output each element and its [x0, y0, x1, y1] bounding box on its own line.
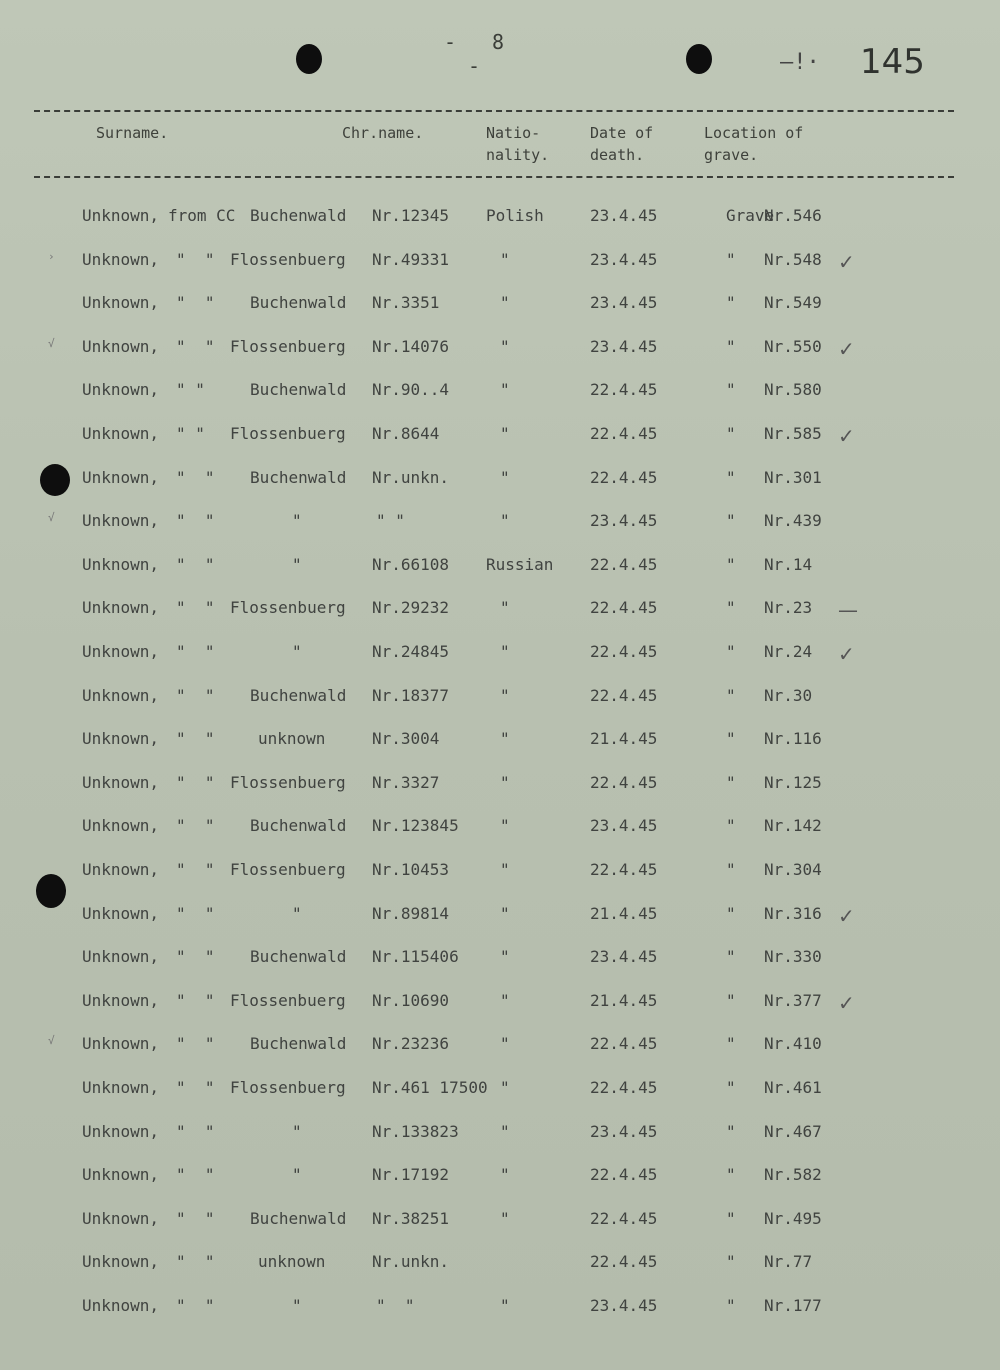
camp-cell: Flossenbuerg: [230, 1078, 346, 1097]
ditto-marks: " ": [176, 686, 215, 705]
nationality-cell: ": [500, 860, 510, 879]
camp-cell: ": [292, 1165, 302, 1184]
nationality-cell: ": [500, 1034, 510, 1053]
nationality-cell: ": [500, 904, 510, 923]
col-header-date-of-death: Date of death.: [590, 124, 654, 164]
grave-number-cell: Nr.549: [764, 293, 822, 312]
nationality-cell: ": [500, 598, 510, 617]
grave-ditto-cell: ": [726, 1296, 736, 1315]
surname-cell: Unknown,: [82, 904, 160, 923]
prisoner-number-cell: Nr.461 17500: [372, 1078, 488, 1097]
grave-ditto-cell: ": [726, 337, 736, 356]
date-of-death-cell: 22.4.45: [590, 1078, 658, 1097]
nationality-cell: ": [500, 1296, 510, 1315]
grave-ditto-cell: ": [726, 686, 736, 705]
prisoner-number-cell: Nr.unkn.: [372, 468, 450, 487]
stamp-number: 145: [860, 42, 925, 82]
camp-cell: Buchenwald: [250, 380, 347, 399]
camp-cell: Flossenbuerg: [230, 250, 346, 269]
punch-hole: [686, 44, 712, 74]
surname-cell: Unknown,: [82, 991, 160, 1010]
prisoner-number-cell: Nr.unkn.: [372, 1252, 450, 1271]
record-row: [0, 947, 1000, 977]
check-mark: —: [838, 598, 858, 622]
row-margin-tick: √: [48, 337, 55, 350]
prisoner-number-cell: Nr.89814: [372, 904, 450, 923]
grave-ditto-cell: ": [726, 773, 736, 792]
date-of-death-cell: 23.4.45: [590, 816, 658, 835]
stamp-mark: —!·: [780, 50, 820, 75]
grave-ditto-cell: ": [726, 598, 736, 617]
date-of-death-cell: 22.4.45: [590, 860, 658, 879]
prisoner-number-cell: Nr.12345: [372, 206, 450, 225]
surname-cell: Unknown,: [82, 293, 160, 312]
surname-cell: Unknown,: [82, 947, 160, 966]
surname-cell: Unknown,: [82, 424, 160, 443]
record-row: [0, 642, 1000, 672]
camp-cell: ": [292, 1296, 302, 1315]
surname-cell: Unknown,: [82, 773, 160, 792]
nationality-cell: ": [500, 773, 510, 792]
camp-cell: Buchenwald: [250, 816, 347, 835]
camp-cell: Flossenbuerg: [230, 860, 346, 879]
ditto-marks: " ": [176, 511, 215, 530]
check-mark: ✓: [838, 424, 855, 448]
grave-number-cell: Nr.585: [764, 424, 822, 443]
camp-cell: Flossenbuerg: [230, 424, 346, 443]
prisoner-number-cell: Nr.123845: [372, 816, 459, 835]
grave-number-cell: Nr.546: [764, 206, 822, 225]
record-row: [0, 1209, 1000, 1239]
record-row: [0, 773, 1000, 803]
date-of-death-cell: 23.4.45: [590, 206, 658, 225]
grave-ditto-cell: ": [726, 468, 736, 487]
date-of-death-cell: 23.4.45: [590, 250, 658, 269]
record-row: [0, 1165, 1000, 1195]
date-of-death-cell: 22.4.45: [590, 380, 658, 399]
prisoner-number-cell: Nr.115406: [372, 947, 459, 966]
record-row: [0, 1034, 1000, 1064]
grave-number-cell: Nr.467: [764, 1122, 822, 1141]
surname-cell: Unknown,: [82, 642, 160, 661]
record-row: [0, 293, 1000, 323]
camp-cell: ": [292, 1122, 302, 1141]
grave-number-cell: Nr.410: [764, 1034, 822, 1053]
date-of-death-cell: 22.4.45: [590, 555, 658, 574]
grave-ditto-cell: ": [726, 293, 736, 312]
ditto-marks: " ": [176, 904, 215, 923]
grave-number-cell: Nr.439: [764, 511, 822, 530]
prisoner-number-cell: Nr.38251: [372, 1209, 450, 1228]
nationality-cell: ": [500, 1165, 510, 1184]
prisoner-number-cell: Nr.66108: [372, 555, 450, 574]
date-of-death-cell: 23.4.45: [590, 293, 658, 312]
camp-cell: ": [292, 642, 302, 661]
surname-cell: Unknown,: [82, 206, 160, 225]
surname-cell: Unknown,: [82, 1122, 160, 1141]
surname-cell: Unknown,: [82, 380, 160, 399]
date-of-death-cell: 22.4.45: [590, 773, 658, 792]
surname-cell: Unknown,: [82, 1209, 160, 1228]
row-margin-tick: √: [48, 1034, 55, 1047]
date-of-death-cell: 21.4.45: [590, 904, 658, 923]
nationality-cell: ": [500, 816, 510, 835]
surname-cell: Unknown,: [82, 1034, 160, 1053]
grave-number-cell: Nr.330: [764, 947, 822, 966]
camp-cell: unknown: [258, 729, 326, 748]
ditto-marks: " ": [176, 1122, 215, 1141]
date-of-death-cell: 22.4.45: [590, 598, 658, 617]
date-of-death-cell: 23.4.45: [590, 511, 658, 530]
nationality-cell: ": [500, 380, 510, 399]
record-row: [0, 206, 1000, 236]
date-of-death-cell: 22.4.45: [590, 1252, 658, 1271]
nationality-cell: ": [500, 250, 510, 269]
record-row: [0, 729, 1000, 759]
ditto-marks: " ": [176, 773, 215, 792]
grave-number-cell: Nr.316: [764, 904, 822, 923]
grave-ditto-cell: ": [726, 729, 736, 748]
grave-number-cell: Nr.30: [764, 686, 813, 705]
record-row: [0, 1296, 1000, 1326]
camp-cell: Buchenwald: [250, 686, 347, 705]
grave-number-cell: Nr.304: [764, 860, 822, 879]
surname-cell: Unknown,: [82, 250, 160, 269]
record-row: [0, 904, 1000, 934]
grave-ditto-cell: ": [726, 511, 736, 530]
surname-cell: Unknown,: [82, 598, 160, 617]
grave-number-cell: Nr.77: [764, 1252, 813, 1271]
date-of-death-cell: 22.4.45: [590, 1165, 658, 1184]
grave-ditto-cell: ": [726, 1165, 736, 1184]
camp-cell: ": [292, 904, 302, 923]
camp-cell: ": [292, 511, 302, 530]
page-number: - 8 -: [443, 30, 517, 78]
grave-number-cell: Nr.495: [764, 1209, 822, 1228]
record-row: [0, 555, 1000, 585]
grave-number-cell: Nr.177: [764, 1296, 822, 1315]
nationality-cell: ": [500, 468, 510, 487]
nationality-cell: ": [500, 642, 510, 661]
record-row: [0, 468, 1000, 498]
prisoner-number-cell: Nr.49331: [372, 250, 450, 269]
grave-ditto-cell: Grave: [726, 206, 775, 225]
grave-ditto-cell: ": [726, 642, 736, 661]
ditto-marks: " ": [176, 380, 205, 399]
date-of-death-cell: 23.4.45: [590, 947, 658, 966]
date-of-death-cell: 21.4.45: [590, 991, 658, 1010]
surname-cell: Unknown,: [82, 555, 160, 574]
row-margin-tick: ›: [48, 250, 55, 263]
grave-number-cell: Nr.550: [764, 337, 822, 356]
nationality-cell: ": [500, 293, 510, 312]
nationality-cell: ": [500, 947, 510, 966]
date-of-death-cell: 22.4.45: [590, 1209, 658, 1228]
surname-cell: Unknown,: [82, 860, 160, 879]
col-header-location-of-grave: Location of grave.: [704, 124, 804, 164]
grave-ditto-cell: ": [726, 1209, 736, 1228]
nationality-cell: ": [500, 424, 510, 443]
record-row: [0, 1122, 1000, 1152]
grave-number-cell: Nr.582: [764, 1165, 822, 1184]
prisoner-number-cell: Nr.29232: [372, 598, 450, 617]
date-of-death-cell: 22.4.45: [590, 642, 658, 661]
camp-cell: Buchenwald: [250, 1209, 347, 1228]
prisoner-number-cell: Nr.24845: [372, 642, 450, 661]
camp-cell: Buchenwald: [250, 947, 347, 966]
prisoner-number-cell: Nr.3351: [372, 293, 440, 312]
check-mark: ✓: [838, 991, 855, 1015]
grave-number-cell: Nr.116: [764, 729, 822, 748]
check-mark: ✓: [838, 250, 855, 274]
grave-ditto-cell: ": [726, 1078, 736, 1097]
record-row: [0, 1252, 1000, 1282]
grave-number-cell: Nr.14: [764, 555, 813, 574]
grave-ditto-cell: ": [726, 860, 736, 879]
prisoner-number-cell: Nr.23236: [372, 1034, 450, 1053]
check-mark: ✓: [838, 904, 855, 928]
ditto-marks: " ": [176, 250, 215, 269]
record-row: [0, 598, 1000, 628]
record-row: [0, 1078, 1000, 1108]
ditto-marks: " ": [176, 991, 215, 1010]
ditto-marks: " ": [176, 424, 205, 443]
grave-number-cell: Nr.24: [764, 642, 813, 661]
record-row: [0, 991, 1000, 1021]
surname-cell: Unknown,: [82, 729, 160, 748]
record-row: [0, 337, 1000, 367]
record-row: [0, 250, 1000, 280]
surname-cell: Unknown,: [82, 1165, 160, 1184]
grave-number-cell: Nr.580: [764, 380, 822, 399]
top-rule: [34, 110, 954, 112]
ditto-marks: " ": [176, 1078, 215, 1097]
prisoner-number-cell: Nr.8644: [372, 424, 440, 443]
grave-number-cell: Nr.23: [764, 598, 813, 617]
date-of-death-cell: 23.4.45: [590, 1122, 658, 1141]
nationality-cell: ": [500, 511, 510, 530]
header-rule: [34, 176, 954, 178]
grave-ditto-cell: ": [726, 250, 736, 269]
nationality-cell: Polish: [486, 206, 544, 225]
nationality-cell: ": [500, 1122, 510, 1141]
date-of-death-cell: 22.4.45: [590, 686, 658, 705]
record-row: [0, 686, 1000, 716]
record-row: [0, 380, 1000, 410]
check-mark: ✓: [838, 337, 855, 361]
prisoner-number-cell: Nr.3327: [372, 773, 440, 792]
nationality-cell: Russian: [486, 555, 554, 574]
grave-ditto-cell: ": [726, 555, 736, 574]
grave-ditto-cell: ": [726, 991, 736, 1010]
surname-cell: Unknown,: [82, 686, 160, 705]
ditto-marks: " ": [176, 468, 215, 487]
punch-hole: [296, 44, 322, 74]
nationality-cell: ": [500, 686, 510, 705]
grave-ditto-cell: ": [726, 816, 736, 835]
record-row: [0, 816, 1000, 846]
surname-cell: Unknown,: [82, 337, 160, 356]
ditto-marks: " ": [176, 729, 215, 748]
nationality-cell: ": [500, 1209, 510, 1228]
surname-cell: Unknown,: [82, 1078, 160, 1097]
camp-cell: Flossenbuerg: [230, 598, 346, 617]
record-row: [0, 424, 1000, 454]
surname-cell: Unknown,: [82, 1252, 160, 1271]
date-of-death-cell: 23.4.45: [590, 1296, 658, 1315]
grave-ditto-cell: ": [726, 904, 736, 923]
grave-ditto-cell: ": [726, 1034, 736, 1053]
ditto-marks: from CC: [168, 206, 236, 225]
nationality-cell: ": [500, 1078, 510, 1097]
ditto-marks: " ": [176, 1252, 215, 1271]
prisoner-number-cell: Nr.3004: [372, 729, 440, 748]
ditto-marks: " ": [176, 555, 215, 574]
date-of-death-cell: 23.4.45: [590, 337, 658, 356]
surname-cell: Unknown,: [82, 468, 160, 487]
record-row: [0, 860, 1000, 890]
surname-cell: Unknown,: [82, 1296, 160, 1315]
camp-cell: Buchenwald: [250, 1034, 347, 1053]
grave-number-cell: Nr.142: [764, 816, 822, 835]
grave-ditto-cell: ": [726, 1122, 736, 1141]
grave-ditto-cell: ": [726, 424, 736, 443]
ditto-marks: " ": [176, 947, 215, 966]
ditto-marks: " ": [176, 816, 215, 835]
grave-ditto-cell: ": [726, 947, 736, 966]
grave-ditto-cell: ": [726, 1252, 736, 1271]
grave-number-cell: Nr.461: [764, 1078, 822, 1097]
date-of-death-cell: 22.4.45: [590, 468, 658, 487]
prisoner-number-cell: " ": [376, 1296, 415, 1315]
camp-cell: Buchenwald: [250, 206, 347, 225]
prisoner-number-cell: Nr.14076: [372, 337, 450, 356]
camp-cell: Flossenbuerg: [230, 991, 346, 1010]
prisoner-number-cell: Nr.17192: [372, 1165, 450, 1184]
date-of-death-cell: 21.4.45: [590, 729, 658, 748]
nationality-cell: ": [500, 729, 510, 748]
camp-cell: Flossenbuerg: [230, 773, 346, 792]
col-header-chr-name: Chr.name.: [342, 124, 424, 142]
grave-number-cell: Nr.377: [764, 991, 822, 1010]
ditto-marks: " ": [176, 1165, 215, 1184]
ditto-marks: " ": [176, 860, 215, 879]
ditto-marks: " ": [176, 1034, 215, 1053]
row-margin-tick: √: [48, 511, 55, 524]
prisoner-number-cell: Nr.18377: [372, 686, 450, 705]
col-header-surname: Surname.: [96, 124, 169, 142]
prisoner-number-cell: Nr.90..4: [372, 380, 450, 399]
surname-cell: Unknown,: [82, 816, 160, 835]
camp-cell: Flossenbuerg: [230, 337, 346, 356]
prisoner-number-cell: Nr.133823: [372, 1122, 459, 1141]
ditto-marks: " ": [176, 642, 215, 661]
nationality-cell: ": [500, 991, 510, 1010]
grave-number-cell: Nr.548: [764, 250, 822, 269]
camp-cell: Buchenwald: [250, 468, 347, 487]
camp-cell: unknown: [258, 1252, 326, 1271]
ditto-marks: " ": [176, 293, 215, 312]
grave-number-cell: Nr.301: [764, 468, 822, 487]
grave-number-cell: Nr.125: [764, 773, 822, 792]
ditto-marks: " ": [176, 1209, 215, 1228]
camp-cell: ": [292, 555, 302, 574]
camp-cell: Buchenwald: [250, 293, 347, 312]
surname-cell: Unknown,: [82, 511, 160, 530]
date-of-death-cell: 22.4.45: [590, 1034, 658, 1053]
ditto-marks: " ": [176, 337, 215, 356]
prisoner-number-cell: Nr.10690: [372, 991, 450, 1010]
record-row: [0, 511, 1000, 541]
prisoner-number-cell: " ": [376, 511, 405, 530]
grave-ditto-cell: ": [726, 380, 736, 399]
col-header-nationality: Natio- nality.: [486, 124, 550, 164]
ditto-marks: " ": [176, 1296, 215, 1315]
nationality-cell: ": [500, 337, 510, 356]
ditto-marks: " ": [176, 598, 215, 617]
prisoner-number-cell: Nr.10453: [372, 860, 450, 879]
date-of-death-cell: 22.4.45: [590, 424, 658, 443]
check-mark: ✓: [838, 642, 855, 666]
